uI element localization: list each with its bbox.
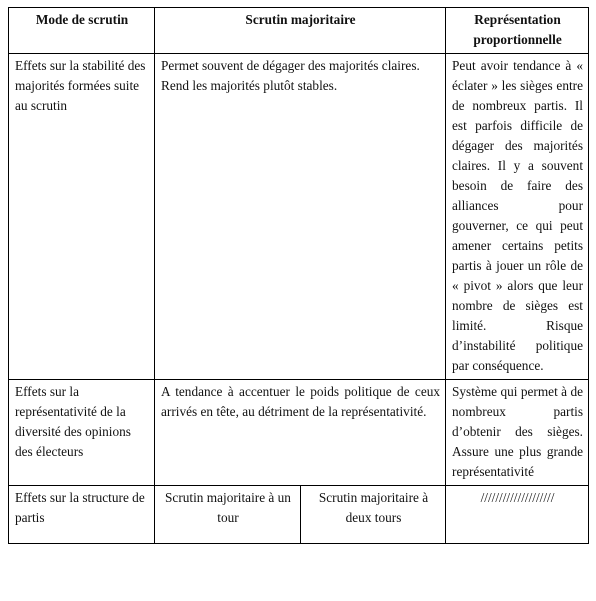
cell-proportionnelle-representativite: Système qui permet à de nombreux partis d’obtenir des sièges. Assure une plus grande représentativité	[446, 380, 589, 486]
cell-majoritaire-deux-tours: Scrutin majoritaire à deux tours	[301, 486, 446, 544]
header-row	[9, 8, 589, 54]
row-label-stabilite: Effets sur la stabilité des majorités formées suite au scrutin	[9, 54, 155, 380]
cell-majoritaire-representativite: A tendance à accentuer le poids politique de ceux arrivés en tête, au détriment de la représentativité.	[155, 380, 446, 486]
header-mode-de-scrutin: Mode de scrutin	[9, 8, 155, 54]
header-representation-proportionnelle: Représentation proportionnelle	[446, 8, 589, 54]
comparison-table	[8, 7, 589, 544]
row-label-representativite: Effets sur la représentativité de la diversité des opinions des électeurs	[9, 380, 155, 486]
row-label-structure-partis: Effets sur la structure de partis	[9, 486, 155, 544]
cell-majoritaire-stabilite	[155, 54, 446, 380]
header-scrutin-majoritaire: Scrutin majoritaire	[155, 8, 446, 54]
majoritaire-stabilite-line-1: Permet souvent de dégager des majorités claires.	[161, 58, 420, 73]
cell-majoritaire-un-tour: Scrutin majoritaire à un tour	[155, 486, 301, 544]
row-representativite	[9, 380, 589, 486]
cell-proportionnelle-structure: ////////////////////	[446, 486, 589, 544]
majoritaire-stabilite-line-2: Rend les majorités plutôt stables.	[161, 78, 338, 93]
cell-proportionnelle-stabilite: Peut avoir tendance à « éclater » les sièges entre de nombreux partis. Il est parfois difficile de dégager des majorités claires. Il y a souvent besoin de faire des alliances pour gouverner, ce qui peut amener certains petits partis à jouer un rôle de « pivot » alors que leur nombre de sièges est limité. Risque d’instabilité politique par conséquence.	[446, 54, 589, 380]
row-stabilite	[9, 54, 589, 380]
document-page	[8, 7, 588, 544]
row-structure-partis	[9, 486, 589, 544]
